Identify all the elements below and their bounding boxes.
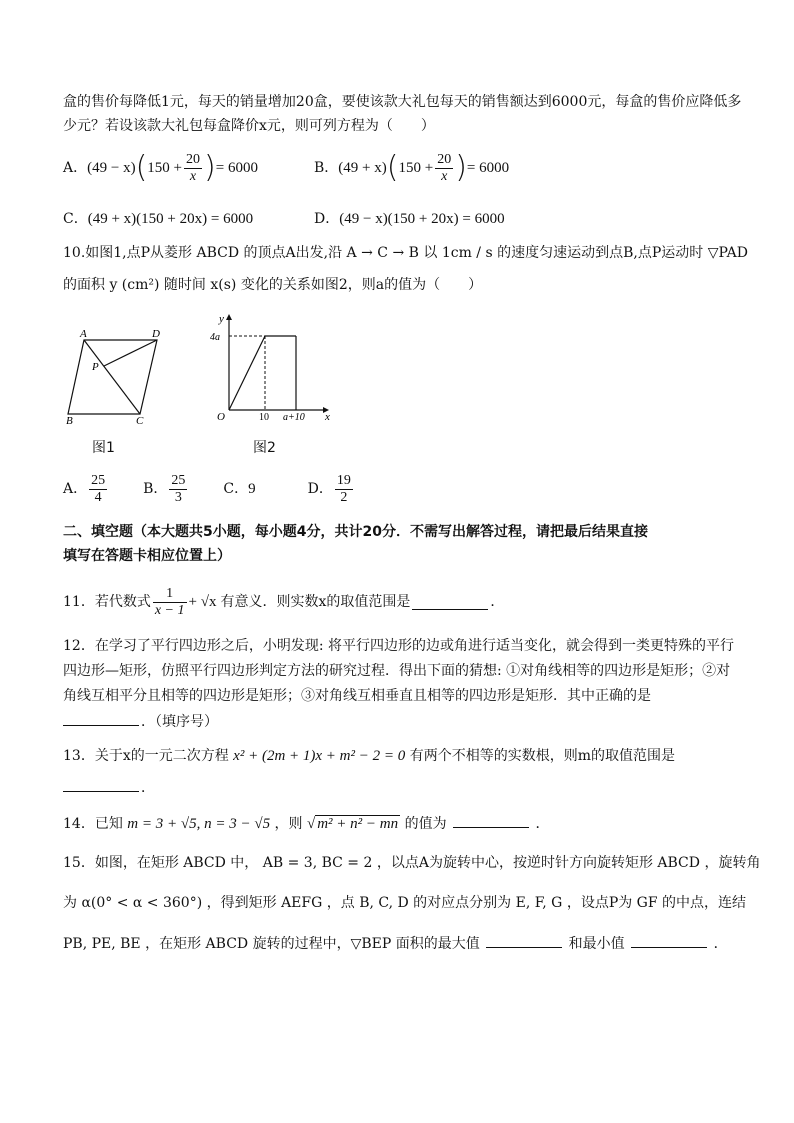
left-paren: (	[386, 150, 399, 185]
answer-blank-max[interactable]	[486, 933, 562, 948]
q14-end: ．	[535, 816, 550, 832]
fraction	[184, 152, 202, 185]
q15-line3-pre: PB, PE, BE ，在矩形 ABCD 旋转的过程中，▽BEP 面积的最大值	[63, 936, 480, 952]
q13-line2	[63, 777, 155, 798]
option-expr: (49 − x)	[87, 160, 136, 176]
q15-line1: 15．如图，在矩形 ABCD 中， AB = 3, BC = 2 ，以点A为旋转中心，按逆时针方向旋转矩形 ABCD ，旋转角	[63, 855, 761, 871]
q15-line3-mid: 和最小值	[568, 936, 625, 952]
radical-sign: √	[306, 816, 316, 832]
option-label: D．	[307, 481, 333, 497]
q13-line1	[63, 746, 675, 766]
right-paren: )	[455, 150, 467, 185]
x-axis-label: x	[325, 411, 330, 422]
q11-sqrt: + √x	[188, 594, 217, 610]
q10-options	[63, 468, 355, 510]
q11	[63, 582, 504, 622]
q14-post: 的值为	[404, 816, 447, 832]
option-expr: = 6000	[466, 160, 510, 176]
q12-line1: 12．在学习了平行四边形之后，小明发现: 将平行四边形的边或角进行适当变化，就会得到一类更特殊的平行	[63, 638, 734, 654]
q11-post: 有意义．则实数x的取值范围是	[220, 594, 411, 610]
option-expr: = 6000	[215, 160, 258, 176]
q14	[63, 813, 549, 834]
option-label: C．	[63, 211, 88, 227]
numerator: 20	[437, 151, 452, 167]
q15-line2: 为 α(0° < α < 360°) ，得到矩形 AEFG ，点 B, C, D 的对应点分别为 E, F, G ，设点P为 GF 的中点，连结	[63, 895, 747, 911]
answer-blank-min[interactable]	[631, 933, 707, 948]
option-label: A．	[63, 160, 88, 176]
option-expr: (49 − x)(150 + 20x) = 6000	[339, 211, 505, 227]
option-label: A．	[63, 481, 88, 497]
denominator: 4	[94, 489, 102, 505]
option-label: D．	[314, 211, 340, 227]
y-axis-label: y	[219, 313, 224, 325]
option-value: 9	[248, 481, 256, 497]
q13-end: ．	[141, 780, 155, 796]
q13-pre: 13．关于x的一元二次方程	[63, 748, 229, 764]
figure-2-caption: 图2	[253, 440, 276, 456]
q15-line3-end: ．	[713, 936, 728, 952]
option-label: B．	[143, 481, 168, 497]
fraction	[435, 152, 453, 185]
q14-radicand: m² + n² − mn	[317, 816, 399, 832]
left-paren: (	[135, 150, 148, 185]
q12-line3: 角线互相平分且相等的四边形是矩形；③对角线互相垂直且相等的四边形是矩形．其中正确的是	[63, 688, 651, 704]
x-tick-10: 10	[259, 412, 269, 422]
q12-line4	[63, 711, 218, 732]
q12-line4-post: ．（填序号）	[141, 714, 218, 730]
option-expr: 150 +	[147, 160, 183, 176]
answer-blank[interactable]	[412, 595, 488, 610]
denominator: x − 1	[154, 602, 185, 618]
point-d-label: D	[152, 328, 160, 340]
figure-2-graph	[205, 312, 335, 422]
option-expr: (49 + x)(150 + 20x) = 6000	[87, 211, 254, 227]
fraction	[89, 473, 107, 506]
q14-given: m = 3 + √5, n = 3 − √5	[127, 816, 271, 832]
q10-stem-line2: 的面积 y (cm²) 随时间 x(s) 变化的关系如图2，则a的值为（ ）	[63, 277, 483, 293]
answer-blank[interactable]	[63, 777, 139, 792]
right-paren: )	[204, 150, 216, 185]
q9-option-d	[314, 209, 505, 229]
numerator: 25	[171, 472, 186, 488]
q11-pre: 11．若代数式	[63, 594, 151, 610]
point-p-label: P	[92, 361, 99, 373]
option-label: B．	[314, 160, 339, 176]
option-expr: 150 +	[398, 160, 434, 176]
denominator: 2	[340, 489, 348, 505]
q14-pre: 14．已知	[63, 816, 123, 832]
q9-stem-line1: 盒的售价每降低1元，每天的销量增加20盒，要使该款大礼包每天的销售额达到6000元，每盒的售价应降低多	[63, 94, 742, 110]
figure-1-rhombus	[62, 325, 172, 425]
fraction	[153, 586, 187, 619]
q13-post: 有两个不相等的实数根，则m的取值范围是	[409, 748, 675, 764]
q9-option-b	[314, 148, 509, 188]
q15-line3	[63, 933, 728, 954]
q9-option-a	[63, 148, 258, 188]
section-heading-line1: 二、填空题（本大题共5小题，每小题4分，共计20分．不需写出解答过程，请把最后结果直接	[63, 524, 648, 540]
denominator: x	[441, 168, 448, 184]
q14-mid: ，则	[274, 816, 303, 832]
answer-blank[interactable]	[63, 711, 139, 726]
figure-1-caption: 图1	[92, 440, 115, 456]
origin-label: O	[217, 411, 225, 422]
option-label: C．	[223, 481, 249, 497]
answer-blank[interactable]	[453, 813, 529, 828]
fraction	[335, 473, 353, 506]
q9-stem-line2: 少元？若设该款大礼包每盒降价x元，则可列方程为（ ）	[63, 118, 435, 134]
denominator: x	[189, 168, 197, 184]
q9-option-c	[63, 209, 253, 229]
point-a-label: A	[80, 328, 87, 340]
q10-stem-line1: 10.如图1,点P从菱形 ABCD 的顶点A出发,沿 A → C → B 以 1cm / s 的速度匀速运动到点B,点P运动时 ▽PAD	[63, 245, 748, 261]
q11-end: ．	[490, 594, 505, 610]
denominator: 3	[174, 489, 182, 505]
section-heading-line2: 填写在答题卡相应位置上）	[63, 548, 231, 564]
numerator: 20	[186, 151, 201, 167]
option-expr: (49 + x)	[338, 160, 387, 176]
numerator: 1	[153, 586, 187, 603]
numerator: 25	[91, 472, 106, 488]
point-b-label: B	[66, 415, 73, 425]
numerator: 19	[336, 472, 351, 488]
y-tick-4a: 4a	[210, 332, 220, 343]
fraction	[169, 473, 187, 506]
q12-line2: 四边形—矩形，仿照平行四边形判定方法的研究过程．得出下面的猜想: ①对角线相等的四边形是矩形；②对	[63, 663, 731, 679]
x-tick-a10: a+10	[283, 412, 305, 422]
q13-equation: x² + (2m + 1)x + m² − 2 = 0	[233, 748, 406, 764]
point-c-label: C	[136, 415, 144, 425]
